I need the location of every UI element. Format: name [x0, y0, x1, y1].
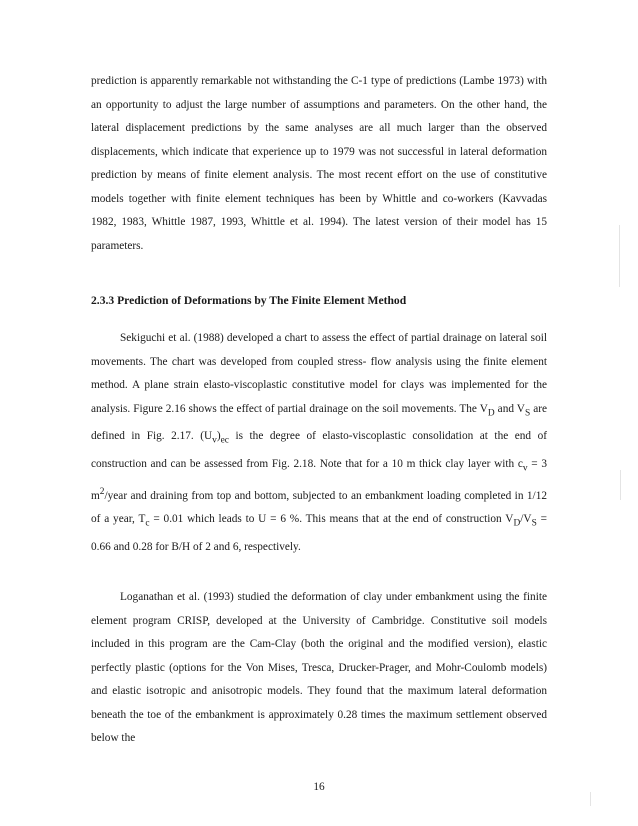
- scan-margin-mark: [590, 792, 591, 806]
- section-heading: 2.3.3 Prediction of Deformations by The Finite Element Method: [91, 294, 407, 307]
- para2-subscript: D: [513, 518, 521, 529]
- body-paragraph-3: Loganathan et al. (1993) studied the deformation of clay under embankment using the finite element program CRISP, developed at the University of Cambridge. Constitutive soil models included in this program are the Cam-Clay (both the original and the modified version), elastic perfectly plastic (options for the Von Mises, Tresca, Drucker-Prager, and Mohr-Coulomb models) and elastic isotropic and anisotropic models. They found that the maximum lateral deformation beneath the toe of the embankment is approximately 0.28 times the maximum settlement observed below the: [91, 591, 547, 744]
- para2-subscript: S: [531, 518, 537, 529]
- para2-subscript: v: [522, 463, 528, 474]
- para2-text: Sekiguchi et al. (1988) developed a chart to assess the effect of partial drainage on lateral soil movements. The chart was developed from coupled stress- flow analysis using the finite element method. A plane strain elasto-viscoplastic constitutive model for clays was implemented for the analysis. Figure 2.16 shows the effect of partial drainage on the soil movements. The V: [91, 332, 547, 415]
- page-number: 16: [313, 781, 325, 793]
- para2-subscript: v: [212, 435, 217, 446]
- para2-text: = 3 m: [91, 458, 547, 502]
- para2-text: = 0.01 which leads to U = 6 %. This means that at the end of construction V: [149, 513, 514, 526]
- para2-text: /year and draining from top and bottom, subjected to an embankment loading completed in 1/12 of a year, T: [91, 489, 547, 526]
- body-paragraph-2: [91, 327, 547, 559]
- para2-subscript: ec: [220, 435, 229, 446]
- body-paragraph-1: prediction is apparently remarkable not withstanding the C-1 type of predictions (Lambe 1973) with an opportunity to adjust the large number of assumptions and parameters. On the other hand, the lateral displacement predictions by the same analyses are all much larger than the observed displacements, which indicate that experience up to 1979 was not successful in lateral deformation prediction by means of finite element analysis. The most recent effort on the use of constitutive models together with finite element techniques has been by Whittle and co-workers (Kavvadas 1982, 1983, Whittle 1987, 1993, Whittle et al. 1994). The latest version of their model has 15 parameters.: [91, 75, 547, 252]
- para2-subscript: D: [487, 407, 495, 418]
- para2-text: is the degree of elasto-viscoplastic consolidation at the end of construction and can be assessed from Fig. 2.18. Note that for a 10 m thick clay layer with c: [91, 430, 547, 470]
- para2-text: /V: [520, 513, 532, 526]
- para2-text: are defined in Fig. 2.17. (U: [91, 402, 547, 443]
- scan-margin-mark: [619, 225, 620, 287]
- para2-text: ): [216, 430, 221, 443]
- para2-text: and V: [494, 402, 525, 415]
- scan-margin-mark: [620, 470, 621, 500]
- para2-subscript: c: [145, 518, 150, 529]
- para2-subscript: S: [524, 407, 531, 418]
- para2-superscript: 2: [99, 486, 105, 497]
- para2-text: = 0.66 and 0.28 for B/H of 2 and 6, respectively.: [91, 513, 547, 553]
